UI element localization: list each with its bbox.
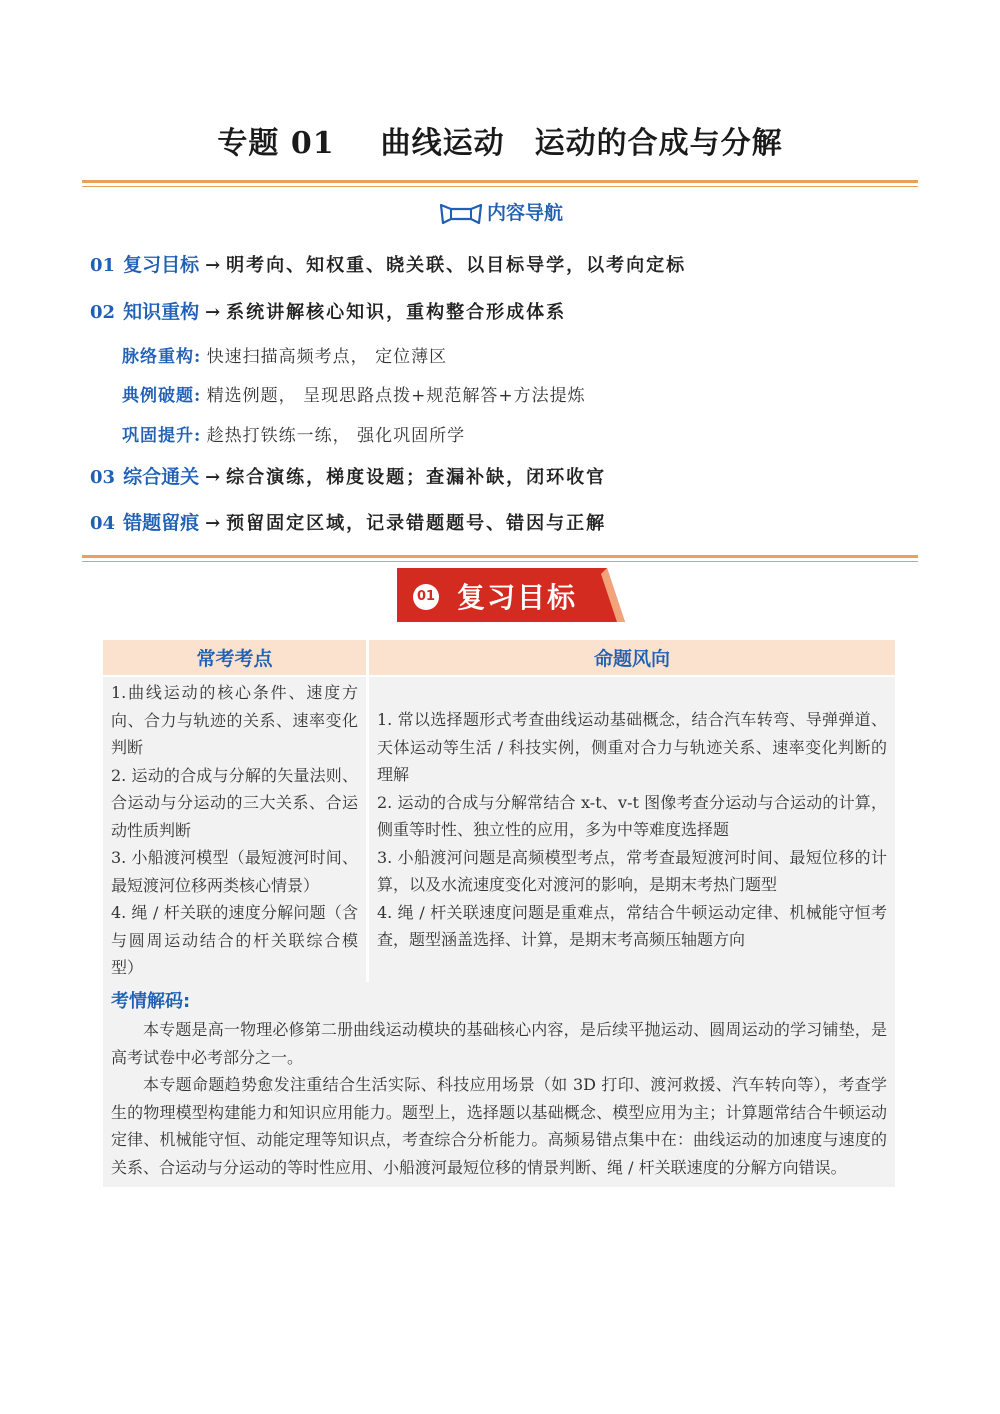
arrow-icon: → xyxy=(205,302,221,323)
nav-header xyxy=(0,198,1000,227)
nav-item-num: 03 xyxy=(90,467,116,488)
nav-header-label: 内容导航 xyxy=(486,202,563,224)
nav-subitem-3 xyxy=(122,421,465,446)
analysis-heading: 考情解码: xyxy=(111,991,191,1012)
page-title xyxy=(0,118,1000,162)
nav-subitem-2 xyxy=(122,381,586,406)
section-badge xyxy=(397,568,625,622)
list-item: 3. 小船渡河模型（最短渡河时间、最短渡河位移两类核心情景） xyxy=(111,848,358,895)
nav-item-key: 复习目标 xyxy=(123,254,200,276)
nav-item-1 xyxy=(90,250,686,277)
list-item: 4. 绳 / 杆关联的速度分解问题（含与圆周运动结合的杆关联综合模型） xyxy=(111,903,358,977)
subitem-desc: 快速扫描高频考点， 定位薄区 xyxy=(206,347,448,367)
nav-item-2 xyxy=(90,297,566,324)
table-header xyxy=(103,640,895,675)
nav-subitem-1 xyxy=(122,342,447,367)
list-item: 2. 运动的合成与分解的矢量法则、合运动与分运动的三大关系、合运动性质判断 xyxy=(111,765,358,840)
nav-item-key: 综合通关 xyxy=(123,466,200,488)
badge-number: 01 xyxy=(413,584,439,610)
list-item: 4. 绳 / 杆关联速度问题是重难点，常结合牛顿运动定律、机械能守恒考查，题型涵盖选择、计算，是期末考高频压轴题方向 xyxy=(377,902,887,949)
column-header: 常考考点 xyxy=(103,640,366,675)
analysis-paragraph: 本专题是高一物理必修第二册曲线运动模块的基础核心内容，是后续平抛运动、圆周运动的学习铺垫，是高考试卷中必考部分之一。 xyxy=(111,1020,887,1067)
nav-item-desc: 综合演练，梯度设题；查漏补缺，闭环收官 xyxy=(226,467,607,488)
subitem-key: 典例破题: xyxy=(122,386,202,406)
analysis-panel xyxy=(103,982,895,1187)
middle-divider xyxy=(82,555,918,562)
top-divider xyxy=(82,180,918,187)
nav-item-key: 错题留痕 xyxy=(123,512,200,534)
arrow-icon: → xyxy=(205,467,221,488)
column-header: 命题风向 xyxy=(369,640,895,675)
objectives-table xyxy=(103,640,895,988)
analysis-paragraph: 本专题命题趋势愈发注重结合生活实际、科技应用场景（如 3D 打印、渡河救援、汽车转向等），考查学生的物理模型构建能力和知识应用能力。题型上，选择题以基础概念、模型应用为主；计算题常结合牛顿运动定律、机械能守恒、动能定理等知识点，考查综合分析能力。高频易错点集中在：曲线运动的加速度与速度的关系、合运动与分运动的等时性应用、小船渡河最短位移的情景判断、绳 / 杆关联速度的分解方向错误。 xyxy=(111,1075,887,1177)
nav-item-num: 04 xyxy=(90,513,116,534)
table-cell-right xyxy=(369,677,895,988)
subitem-key: 巩固提升: xyxy=(122,426,202,446)
scroll-icon xyxy=(437,201,485,227)
title-topic: 曲线运动 xyxy=(380,126,505,161)
subitem-key: 脉络重构: xyxy=(122,347,202,367)
nav-item-num: 01 xyxy=(90,255,116,276)
list-item: 1. 常以选择题形式考查曲线运动基础概念，结合汽车转弯、导弹弹道、天体运动等生活 / 科技实例，侧重对合力与轨迹关系、速率变化判断的理解 xyxy=(377,710,887,784)
badge-label: 复习目标 xyxy=(457,581,578,614)
list-item: 1.曲线运动的核心条件、速度方向、合力与轨迹的关系、速率变化判断 xyxy=(111,683,358,757)
title-subtitle: 运动的合成与分解 xyxy=(534,126,783,161)
table-body xyxy=(103,677,895,988)
nav-item-num: 02 xyxy=(90,302,116,323)
subitem-desc: 趁热打铁练一练， 强化巩固所学 xyxy=(206,426,466,446)
nav-item-desc: 明考向、知权重、晓关联、以目标导学，以考向定标 xyxy=(226,255,687,276)
nav-item-3 xyxy=(90,462,606,489)
nav-item-desc: 预留固定区域，记录错题题号、错因与正解 xyxy=(226,513,607,534)
table-cell-left xyxy=(103,677,366,988)
arrow-icon: → xyxy=(205,255,221,276)
nav-item-key: 知识重构 xyxy=(123,301,200,323)
title-number: 专题 01 xyxy=(217,126,335,161)
list-item: 2. 运动的合成与分解常结合 x-t、v-t 图像考查分运动与合运动的计算，侧重等时性、独立性的应用，多为中等难度选择题 xyxy=(377,792,887,839)
nav-item-desc: 系统讲解核心知识，重构整合形成体系 xyxy=(226,302,567,323)
nav-item-4 xyxy=(90,508,606,535)
subitem-desc: 精选例题， 呈现思路点拨+规范解答+方法提炼 xyxy=(206,386,586,406)
list-item: 3. 小船渡河问题是高频模型考点，常考查最短渡河时间、最短位移的计算，以及水流速度变化对渡河的影响，是期末考热门题型 xyxy=(377,847,887,894)
arrow-icon: → xyxy=(205,513,221,534)
